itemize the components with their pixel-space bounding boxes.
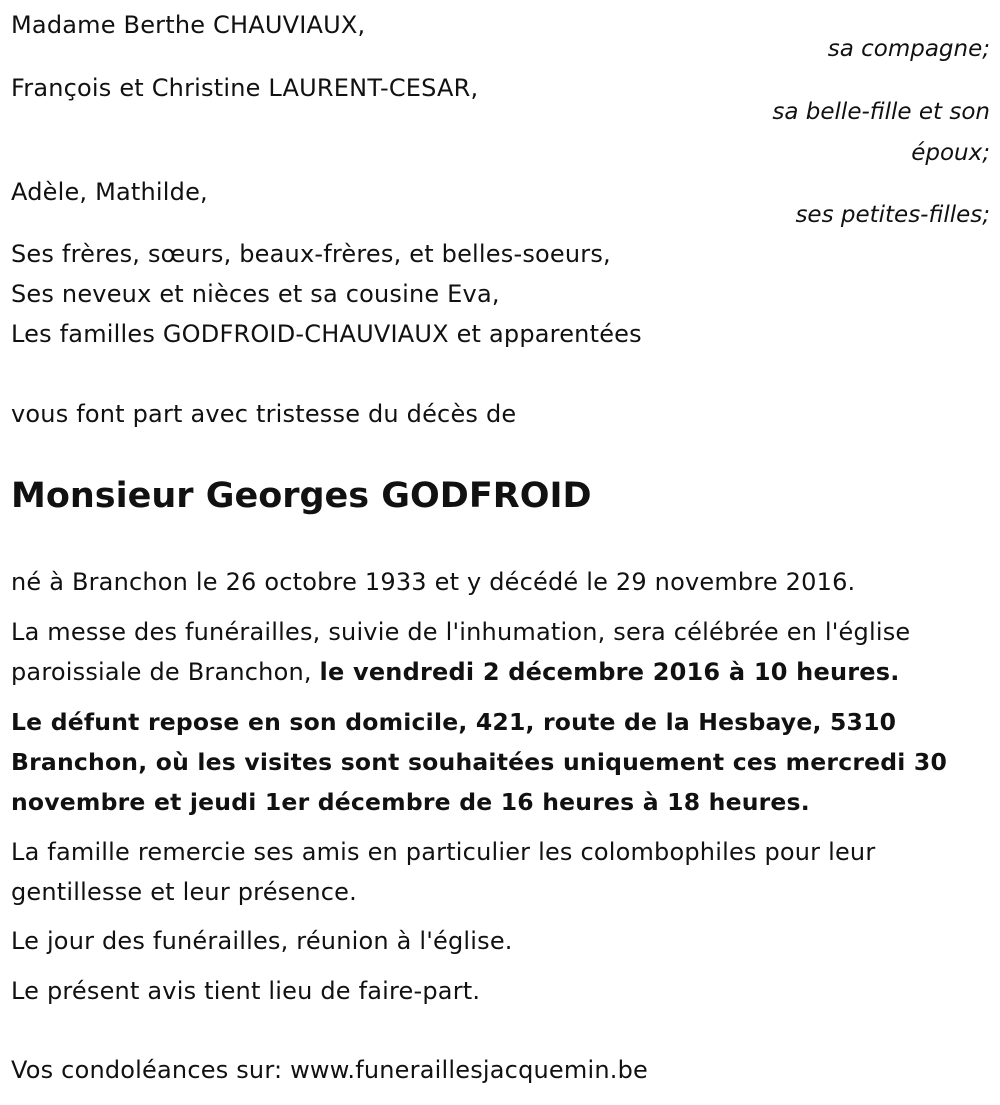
family-member-line: Ses neveux et nièces et sa cousine Eva, — [11, 280, 500, 308]
notice-text: Le présent avis tient lieu de faire-part. — [11, 977, 481, 1005]
meeting-text: Le jour des funérailles, réunion à l'église. — [11, 927, 513, 955]
visitation-paragraph: Le défunt repose en son domicile, 421, route de la Hesbaye, 5310 Branchon, où les visites sont souhaitées uniquement ces mercredi 30 novembre et jeudi 1er décembre de 16 heures à 18 heures. — [11, 708, 948, 816]
funeral-mass-date: le vendredi 2 décembre 2016 à 10 heures. — [319, 658, 900, 686]
announcement-text: vous font part avec tristesse du décès de — [11, 400, 517, 428]
family-role-label: époux; — [911, 140, 990, 166]
family-member-line: Adèle, Mathilde, — [11, 178, 208, 206]
family-member-line: Ses frères, sœurs, beaux-frères, et belles-soeurs, — [11, 240, 611, 268]
family-member-line: Madame Berthe CHAUVIAUX, — [11, 11, 366, 39]
condolences-text: Vos condoléances sur: www.funeraillesjacquemin.be — [11, 1056, 648, 1084]
funeral-mass-paragraph — [11, 612, 991, 692]
funeral-mass-text: La messe des funérailles, suivie de l'inhumation, sera célébrée en l'église paroissiale de Branchon, — [11, 618, 911, 686]
family-member-line: François et Christine LAURENT-CESAR, — [11, 74, 479, 102]
family-member-line: Les familles GODFROID-CHAUVIAUX et apparentées — [11, 320, 642, 348]
family-role-label: sa compagne; — [827, 36, 990, 62]
deceased-name: Monsieur Georges GODFROID — [11, 476, 592, 516]
family-role-label: ses petites-filles; — [795, 202, 990, 228]
thanks-paragraph: La famille remercie ses amis en particulier les colombophiles pour leur gentillesse et leur présence. — [11, 838, 876, 906]
birth-death-text: né à Branchon le 26 octobre 1933 et y décédé le 29 novembre 2016. — [11, 568, 856, 596]
family-role-label: sa belle-fille et son — [772, 99, 990, 125]
